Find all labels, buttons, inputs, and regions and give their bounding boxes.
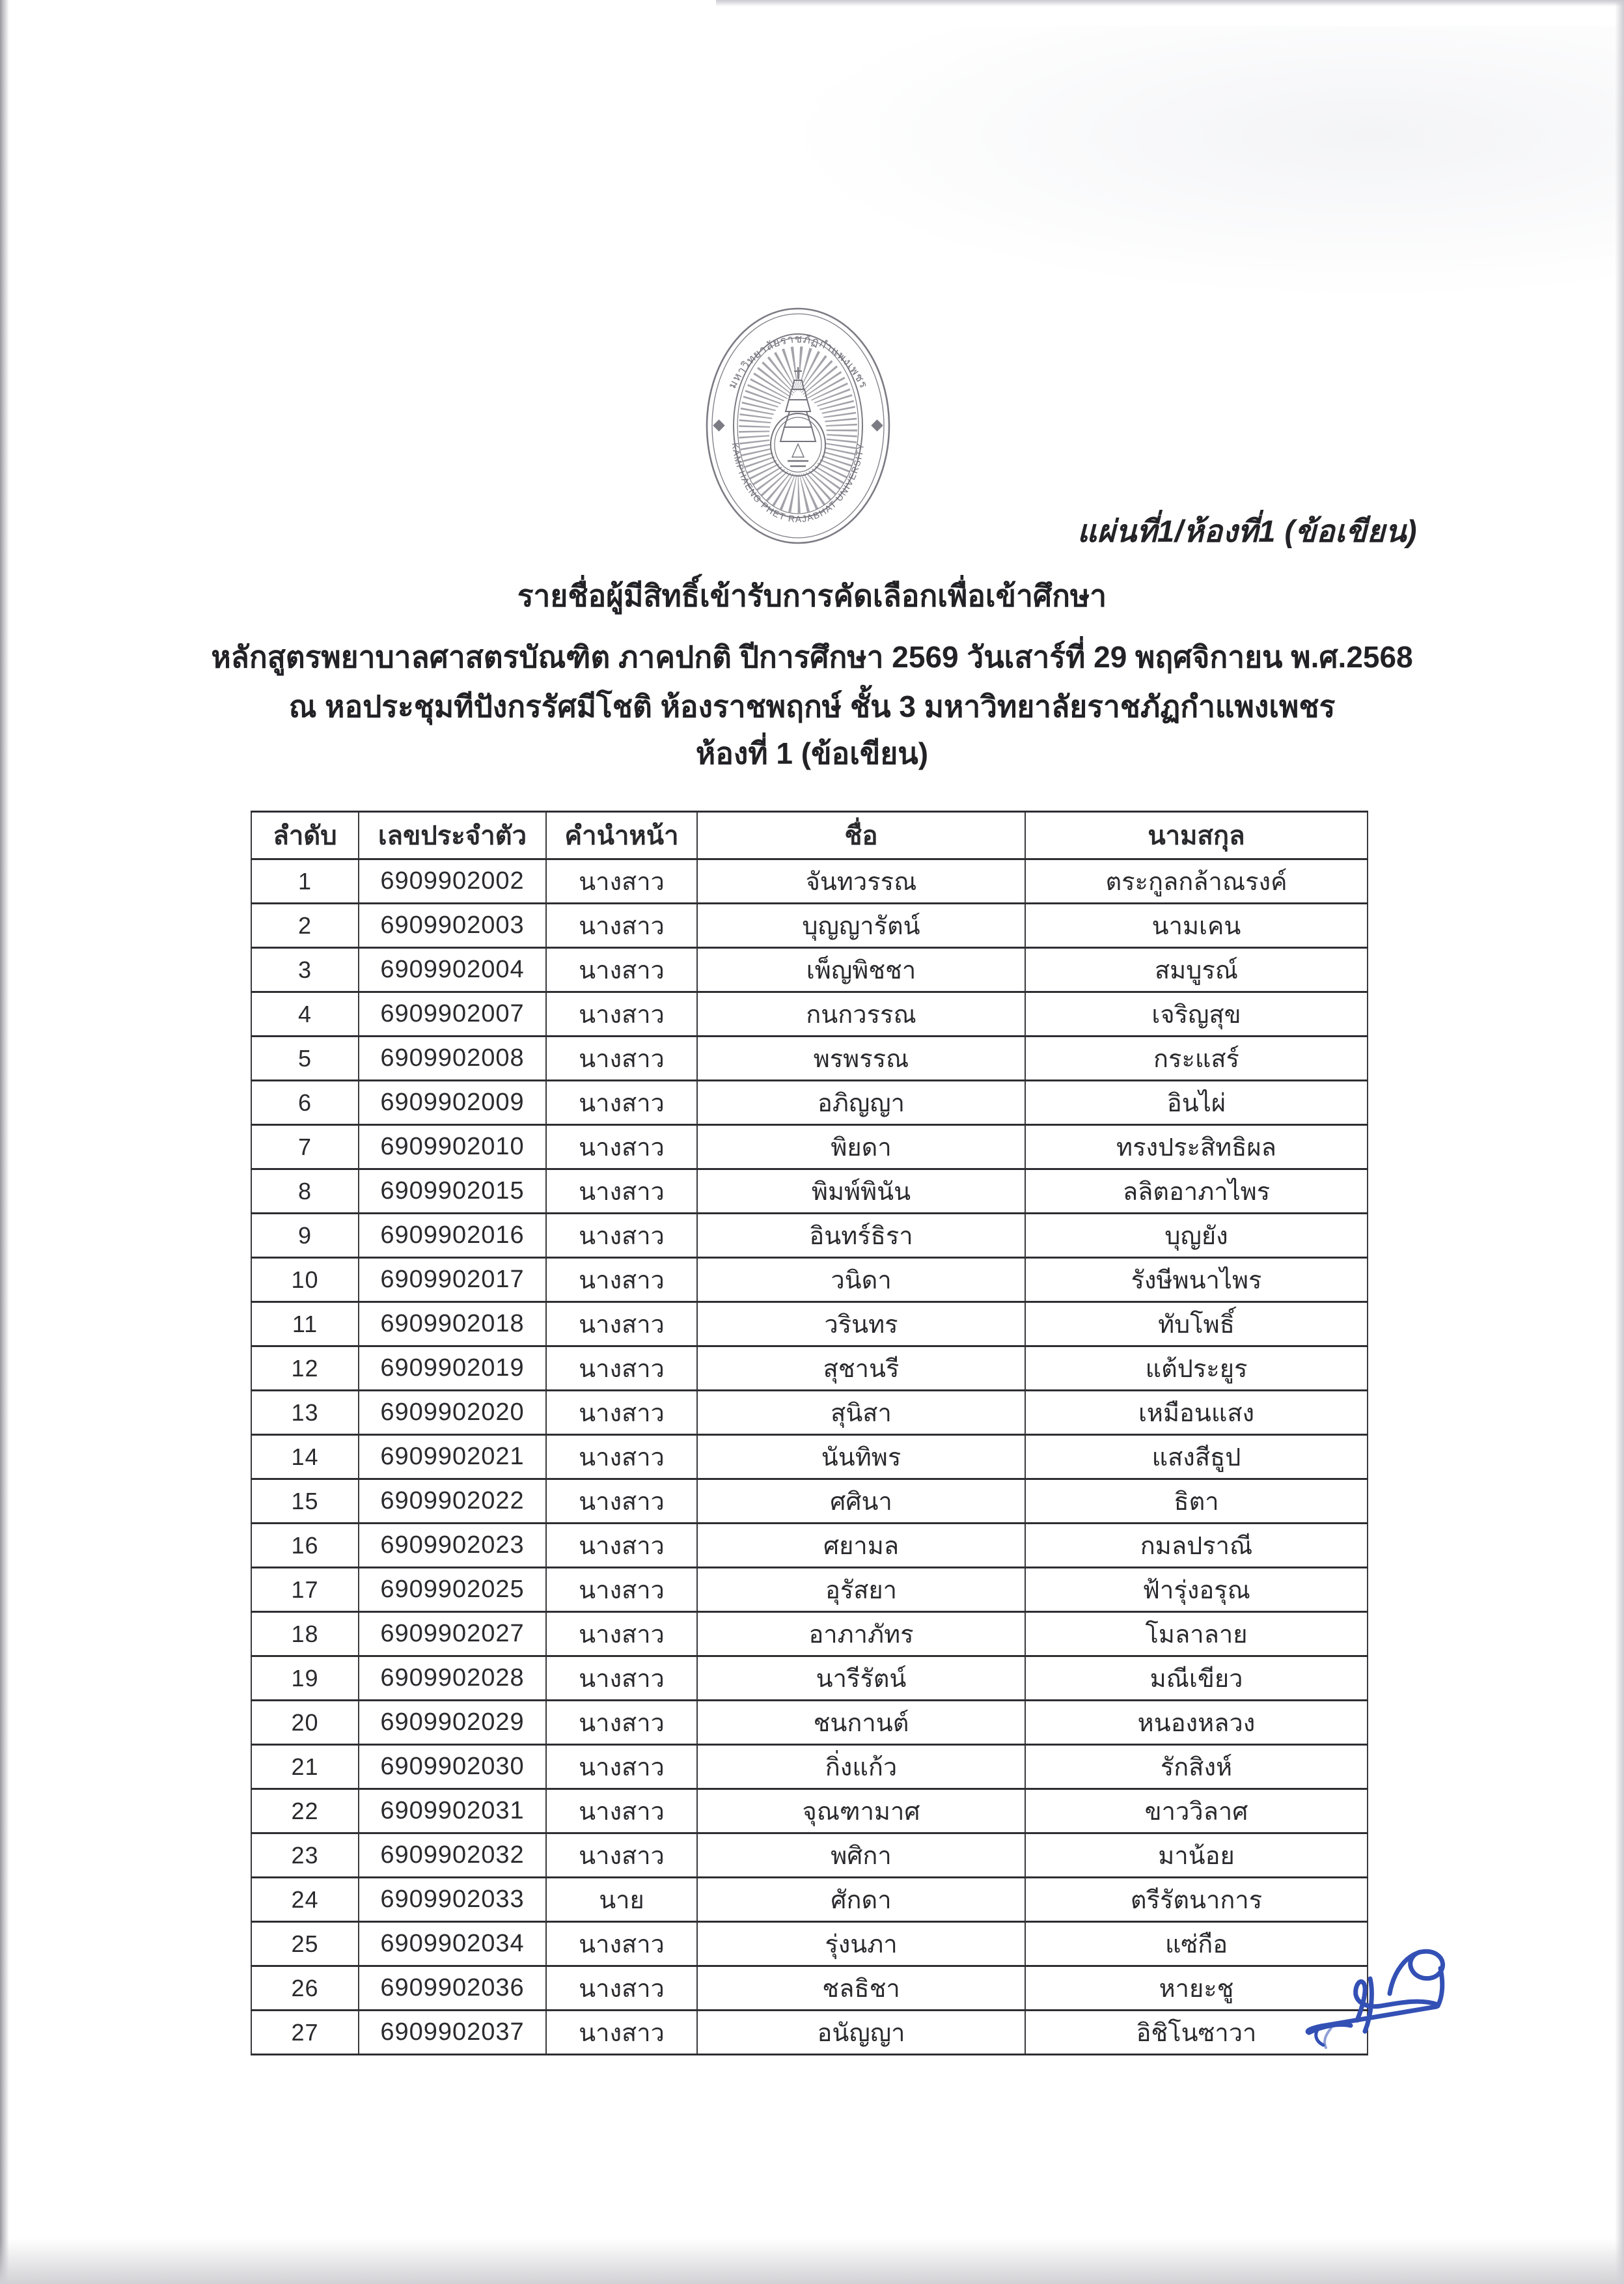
cell-order-number: 23 xyxy=(251,1833,359,1878)
cell-order-number: 7 xyxy=(251,1125,359,1169)
cell-last-name: อิชิโนซาวา xyxy=(1025,2011,1368,2055)
cell-name-prefix: นางสาว xyxy=(546,859,697,904)
table-row xyxy=(251,1833,1368,1878)
cell-student-id: 6909902025 xyxy=(359,1568,546,1612)
seal-diamond-left xyxy=(713,419,724,431)
cell-last-name: ตระกูลกล้าณรงค์ xyxy=(1025,859,1368,904)
cell-name-prefix: นางสาว xyxy=(546,1435,697,1479)
table-row xyxy=(251,1169,1368,1214)
table-row xyxy=(251,948,1368,992)
table-row xyxy=(251,1745,1368,1789)
cell-student-id: 6909902010 xyxy=(359,1125,546,1169)
cell-name-prefix: นางสาว xyxy=(546,1966,697,2011)
seal-center-mask xyxy=(769,396,827,474)
cell-first-name: พศิกา xyxy=(697,1833,1025,1878)
cell-student-id: 6909902029 xyxy=(359,1701,546,1745)
document-title-line-1: รายชื่อผู้มีสิทธิ์เข้ารับการคัดเลือกเพื่อเข้าศึกษา xyxy=(517,579,1107,613)
cell-order-number: 15 xyxy=(251,1479,359,1524)
seal-text-thai: มหาวิทยาลัยราชภัฏกำแพงเพชร xyxy=(726,332,870,391)
cell-last-name: สมบูรณ์ xyxy=(1025,948,1368,992)
cell-student-id: 6909902031 xyxy=(359,1789,546,1833)
table-row xyxy=(251,1701,1368,1745)
cell-last-name: แซ่กือ xyxy=(1025,1922,1368,1966)
table-row xyxy=(251,1125,1368,1169)
table-row xyxy=(251,1214,1368,1258)
cell-last-name: มณีเขียว xyxy=(1025,1656,1368,1701)
cell-first-name: จุณฑามาศ xyxy=(697,1789,1025,1833)
cell-order-number: 13 xyxy=(251,1391,359,1435)
cell-student-id: 6909902015 xyxy=(359,1169,546,1214)
cell-first-name: อุรัสยา xyxy=(697,1568,1025,1612)
cell-first-name: เพ็ญพิชชา xyxy=(697,948,1025,992)
cell-first-name: ชลธิชา xyxy=(697,1966,1025,2011)
cell-last-name: ทับโพธิ์ xyxy=(1025,1302,1368,1346)
cell-name-prefix: นางสาว xyxy=(546,1745,697,1789)
cell-name-prefix: นางสาว xyxy=(546,1568,697,1612)
cell-student-id: 6909902002 xyxy=(359,859,546,904)
scan-artifact-right-edge xyxy=(1615,0,1624,2284)
cell-first-name: กนกวรรณ xyxy=(697,992,1025,1037)
cell-first-name: สุนิสา xyxy=(697,1391,1025,1435)
cell-student-id: 6909902033 xyxy=(359,1878,546,1922)
cell-order-number: 16 xyxy=(251,1524,359,1568)
cell-student-id: 6909902036 xyxy=(359,1966,546,2011)
cell-last-name: ขาววิลาศ xyxy=(1025,1789,1368,1833)
cell-order-number: 10 xyxy=(251,1258,359,1302)
cell-student-id: 6909902018 xyxy=(359,1302,546,1346)
cell-student-id: 6909902030 xyxy=(359,1745,546,1789)
svg-text:มหาวิทยาลัยราชภัฏกำแพงเพชร xyxy=(726,333,870,391)
cell-order-number: 12 xyxy=(251,1346,359,1391)
cell-name-prefix: นางสาว xyxy=(546,1789,697,1833)
document-title-line-4: ห้องที่ 1 (ข้อเขียน) xyxy=(695,736,929,770)
cell-order-number: 3 xyxy=(251,948,359,992)
cell-last-name: กระแสร์ xyxy=(1025,1037,1368,1081)
cell-name-prefix: นางสาว xyxy=(546,1922,697,1966)
cell-order-number: 2 xyxy=(251,904,359,948)
cell-name-prefix: นางสาว xyxy=(546,992,697,1037)
table-row xyxy=(251,1922,1368,1966)
table-row xyxy=(251,1612,1368,1656)
sheet-room-label: แผ่นที่1/ห้องที่1 (ข้อเขียน) xyxy=(1077,514,1417,548)
university-seal-icon xyxy=(703,305,893,547)
table-row xyxy=(251,1878,1368,1922)
table-row xyxy=(251,859,1368,904)
cell-first-name: บุญญารัตน์ xyxy=(697,904,1025,948)
table-row xyxy=(251,1435,1368,1479)
cell-student-id: 6909902028 xyxy=(359,1656,546,1701)
cell-order-number: 14 xyxy=(251,1435,359,1479)
cell-order-number: 21 xyxy=(251,1745,359,1789)
cell-name-prefix: นาย xyxy=(546,1878,697,1922)
scan-artifact-bottom-edge xyxy=(0,2238,1624,2284)
table-row xyxy=(251,1081,1368,1125)
cell-last-name: รังษีพนาไพร xyxy=(1025,1258,1368,1302)
scan-artifact-top-edge xyxy=(716,0,1624,7)
table-row xyxy=(251,1789,1368,1833)
column-header-name-prefix: คำนำหน้า xyxy=(546,812,697,859)
table-row xyxy=(251,1037,1368,1081)
cell-first-name: สุชานรี xyxy=(697,1346,1025,1391)
cell-last-name: แต้ประยูร xyxy=(1025,1346,1368,1391)
seal-diamond-right xyxy=(871,419,883,431)
cell-name-prefix: นางสาว xyxy=(546,1479,697,1524)
cell-order-number: 9 xyxy=(251,1214,359,1258)
signature-strokes xyxy=(1308,1951,1442,2048)
cell-last-name: อินไผ่ xyxy=(1025,1081,1368,1125)
cell-student-id: 6909902016 xyxy=(359,1214,546,1258)
cell-order-number: 18 xyxy=(251,1612,359,1656)
cell-order-number: 11 xyxy=(251,1302,359,1346)
cell-last-name: เหมือนแสง xyxy=(1025,1391,1368,1435)
cell-student-id: 6909902021 xyxy=(359,1435,546,1479)
cell-name-prefix: นางสาว xyxy=(546,1833,697,1878)
cell-name-prefix: นางสาว xyxy=(546,2011,697,2055)
table-row xyxy=(251,1656,1368,1701)
cell-last-name: ลลิตอาภาไพร xyxy=(1025,1169,1368,1214)
table-row xyxy=(251,1391,1368,1435)
table-row xyxy=(251,1302,1368,1346)
table-row xyxy=(251,1568,1368,1612)
column-header-last-name: นามสกุล xyxy=(1025,812,1368,859)
cell-first-name: นันทิพร xyxy=(697,1435,1025,1479)
cell-first-name: วรินทร xyxy=(697,1302,1025,1346)
cell-name-prefix: นางสาว xyxy=(546,1037,697,1081)
cell-order-number: 4 xyxy=(251,992,359,1037)
cell-first-name: อินทร์ธิรา xyxy=(697,1214,1025,1258)
cell-first-name: จันทวรรณ xyxy=(697,859,1025,904)
cell-name-prefix: นางสาว xyxy=(546,1612,697,1656)
cell-last-name: กมลปราณี xyxy=(1025,1524,1368,1568)
cell-student-id: 6909902022 xyxy=(359,1479,546,1524)
table-row xyxy=(251,1524,1368,1568)
document-title-line-3: ณ หอประชุมทีปังกรรัศมีโชติ ห้องราชพฤกษ์ ชั้น 3 มหาวิทยาลัยราชภัฏกำแพงเพชร xyxy=(288,689,1336,723)
cell-order-number: 6 xyxy=(251,1081,359,1125)
cell-first-name: ศักดา xyxy=(697,1878,1025,1922)
cell-order-number: 8 xyxy=(251,1169,359,1214)
cell-name-prefix: นางสาว xyxy=(546,1214,697,1258)
cell-student-id: 6909902004 xyxy=(359,948,546,992)
cell-name-prefix: นางสาว xyxy=(546,1302,697,1346)
cell-order-number: 25 xyxy=(251,1922,359,1966)
cell-first-name: อภิญญา xyxy=(697,1081,1025,1125)
scan-artifact-gray-wash xyxy=(781,26,1624,299)
cell-last-name: ธิตา xyxy=(1025,1479,1368,1524)
cell-order-number: 20 xyxy=(251,1701,359,1745)
cell-first-name: พิยดา xyxy=(697,1125,1025,1169)
column-header-student-id: เลขประจำตัว xyxy=(359,812,546,859)
cell-order-number: 27 xyxy=(251,2011,359,2055)
cell-last-name: แสงสีธูป xyxy=(1025,1435,1368,1479)
cell-order-number: 22 xyxy=(251,1789,359,1833)
cell-last-name: รักสิงห์ xyxy=(1025,1745,1368,1789)
cell-last-name: เจริญสุข xyxy=(1025,992,1368,1037)
cell-first-name: ชนกานต์ xyxy=(697,1701,1025,1745)
cell-order-number: 26 xyxy=(251,1966,359,2011)
table-row xyxy=(251,2011,1368,2055)
cell-last-name: ตรีรัตนาการ xyxy=(1025,1878,1368,1922)
document-title-line-2: หลักสูตรพยาบาลศาสตรบัณฑิต ภาคปกติ ปีการศึกษา 2569 วันเสาร์ที่ 29 พฤศจิกายน พ.ศ.2568 xyxy=(211,640,1413,674)
table-header-row xyxy=(251,812,1368,859)
table-row xyxy=(251,1258,1368,1302)
cell-first-name: ศศินา xyxy=(697,1479,1025,1524)
table-row xyxy=(251,1346,1368,1391)
cell-first-name: พรพรรณ xyxy=(697,1037,1025,1081)
cell-first-name: วนิดา xyxy=(697,1258,1025,1302)
cell-name-prefix: นางสาว xyxy=(546,1701,697,1745)
cell-student-id: 6909902034 xyxy=(359,1922,546,1966)
cell-last-name: ทรงประสิทธิผล xyxy=(1025,1125,1368,1169)
cell-last-name: ฟ้ารุ่งอรุณ xyxy=(1025,1568,1368,1612)
column-header-first-name: ชื่อ xyxy=(697,812,1025,859)
cell-name-prefix: นางสาว xyxy=(546,1125,697,1169)
cell-order-number: 24 xyxy=(251,1878,359,1922)
cell-first-name: กิ่งแก้ว xyxy=(697,1745,1025,1789)
cell-order-number: 1 xyxy=(251,859,359,904)
cell-first-name: ศยามล xyxy=(697,1524,1025,1568)
table-row xyxy=(251,1966,1368,2011)
cell-first-name: อาภาภัทร xyxy=(697,1612,1025,1656)
cell-first-name: นารีรัตน์ xyxy=(697,1656,1025,1701)
table-row xyxy=(251,1479,1368,1524)
cell-first-name: อนัญญา xyxy=(697,2011,1025,2055)
table-row xyxy=(251,992,1368,1037)
cell-name-prefix: นางสาว xyxy=(546,1169,697,1214)
cell-first-name: รุ่งนภา xyxy=(697,1922,1025,1966)
cell-last-name: หนองหลวง xyxy=(1025,1701,1368,1745)
cell-last-name: บุญยัง xyxy=(1025,1214,1368,1258)
cell-student-id: 6909902023 xyxy=(359,1524,546,1568)
cell-last-name: มาน้อย xyxy=(1025,1833,1368,1878)
seal-text-english: KAMPHAENG PHET RAJABHAT UNIVERSITY xyxy=(730,442,866,525)
cell-student-id: 6909902020 xyxy=(359,1391,546,1435)
cell-order-number: 17 xyxy=(251,1568,359,1612)
cell-name-prefix: นางสาว xyxy=(546,1081,697,1125)
cell-name-prefix: นางสาว xyxy=(546,1524,697,1568)
candidate-roster-table xyxy=(251,811,1368,2055)
cell-last-name: นามเคน xyxy=(1025,904,1368,948)
cell-last-name: หายะชู xyxy=(1025,1966,1368,2011)
cell-student-id: 6909902037 xyxy=(359,2011,546,2055)
cell-student-id: 6909902019 xyxy=(359,1346,546,1391)
table-row xyxy=(251,904,1368,948)
scan-artifact-left-edge xyxy=(0,0,9,2284)
cell-order-number: 5 xyxy=(251,1037,359,1081)
cell-last-name: โมลาลาย xyxy=(1025,1612,1368,1656)
cell-order-number: 19 xyxy=(251,1656,359,1701)
cell-student-id: 6909902017 xyxy=(359,1258,546,1302)
cell-student-id: 6909902003 xyxy=(359,904,546,948)
cell-name-prefix: นางสาว xyxy=(546,1656,697,1701)
cell-name-prefix: นางสาว xyxy=(546,1346,697,1391)
cell-name-prefix: นางสาว xyxy=(546,1391,697,1435)
signature-ink xyxy=(1292,1930,1481,2080)
column-header-order-number: ลำดับ xyxy=(251,812,359,859)
cell-student-id: 6909902032 xyxy=(359,1833,546,1878)
cell-student-id: 6909902027 xyxy=(359,1612,546,1656)
cell-student-id: 6909902007 xyxy=(359,992,546,1037)
cell-first-name: พิมพ์พินัน xyxy=(697,1169,1025,1214)
cell-student-id: 6909902009 xyxy=(359,1081,546,1125)
cell-name-prefix: นางสาว xyxy=(546,948,697,992)
cell-name-prefix: นางสาว xyxy=(546,904,697,948)
cell-name-prefix: นางสาว xyxy=(546,1258,697,1302)
cell-student-id: 6909902008 xyxy=(359,1037,546,1081)
